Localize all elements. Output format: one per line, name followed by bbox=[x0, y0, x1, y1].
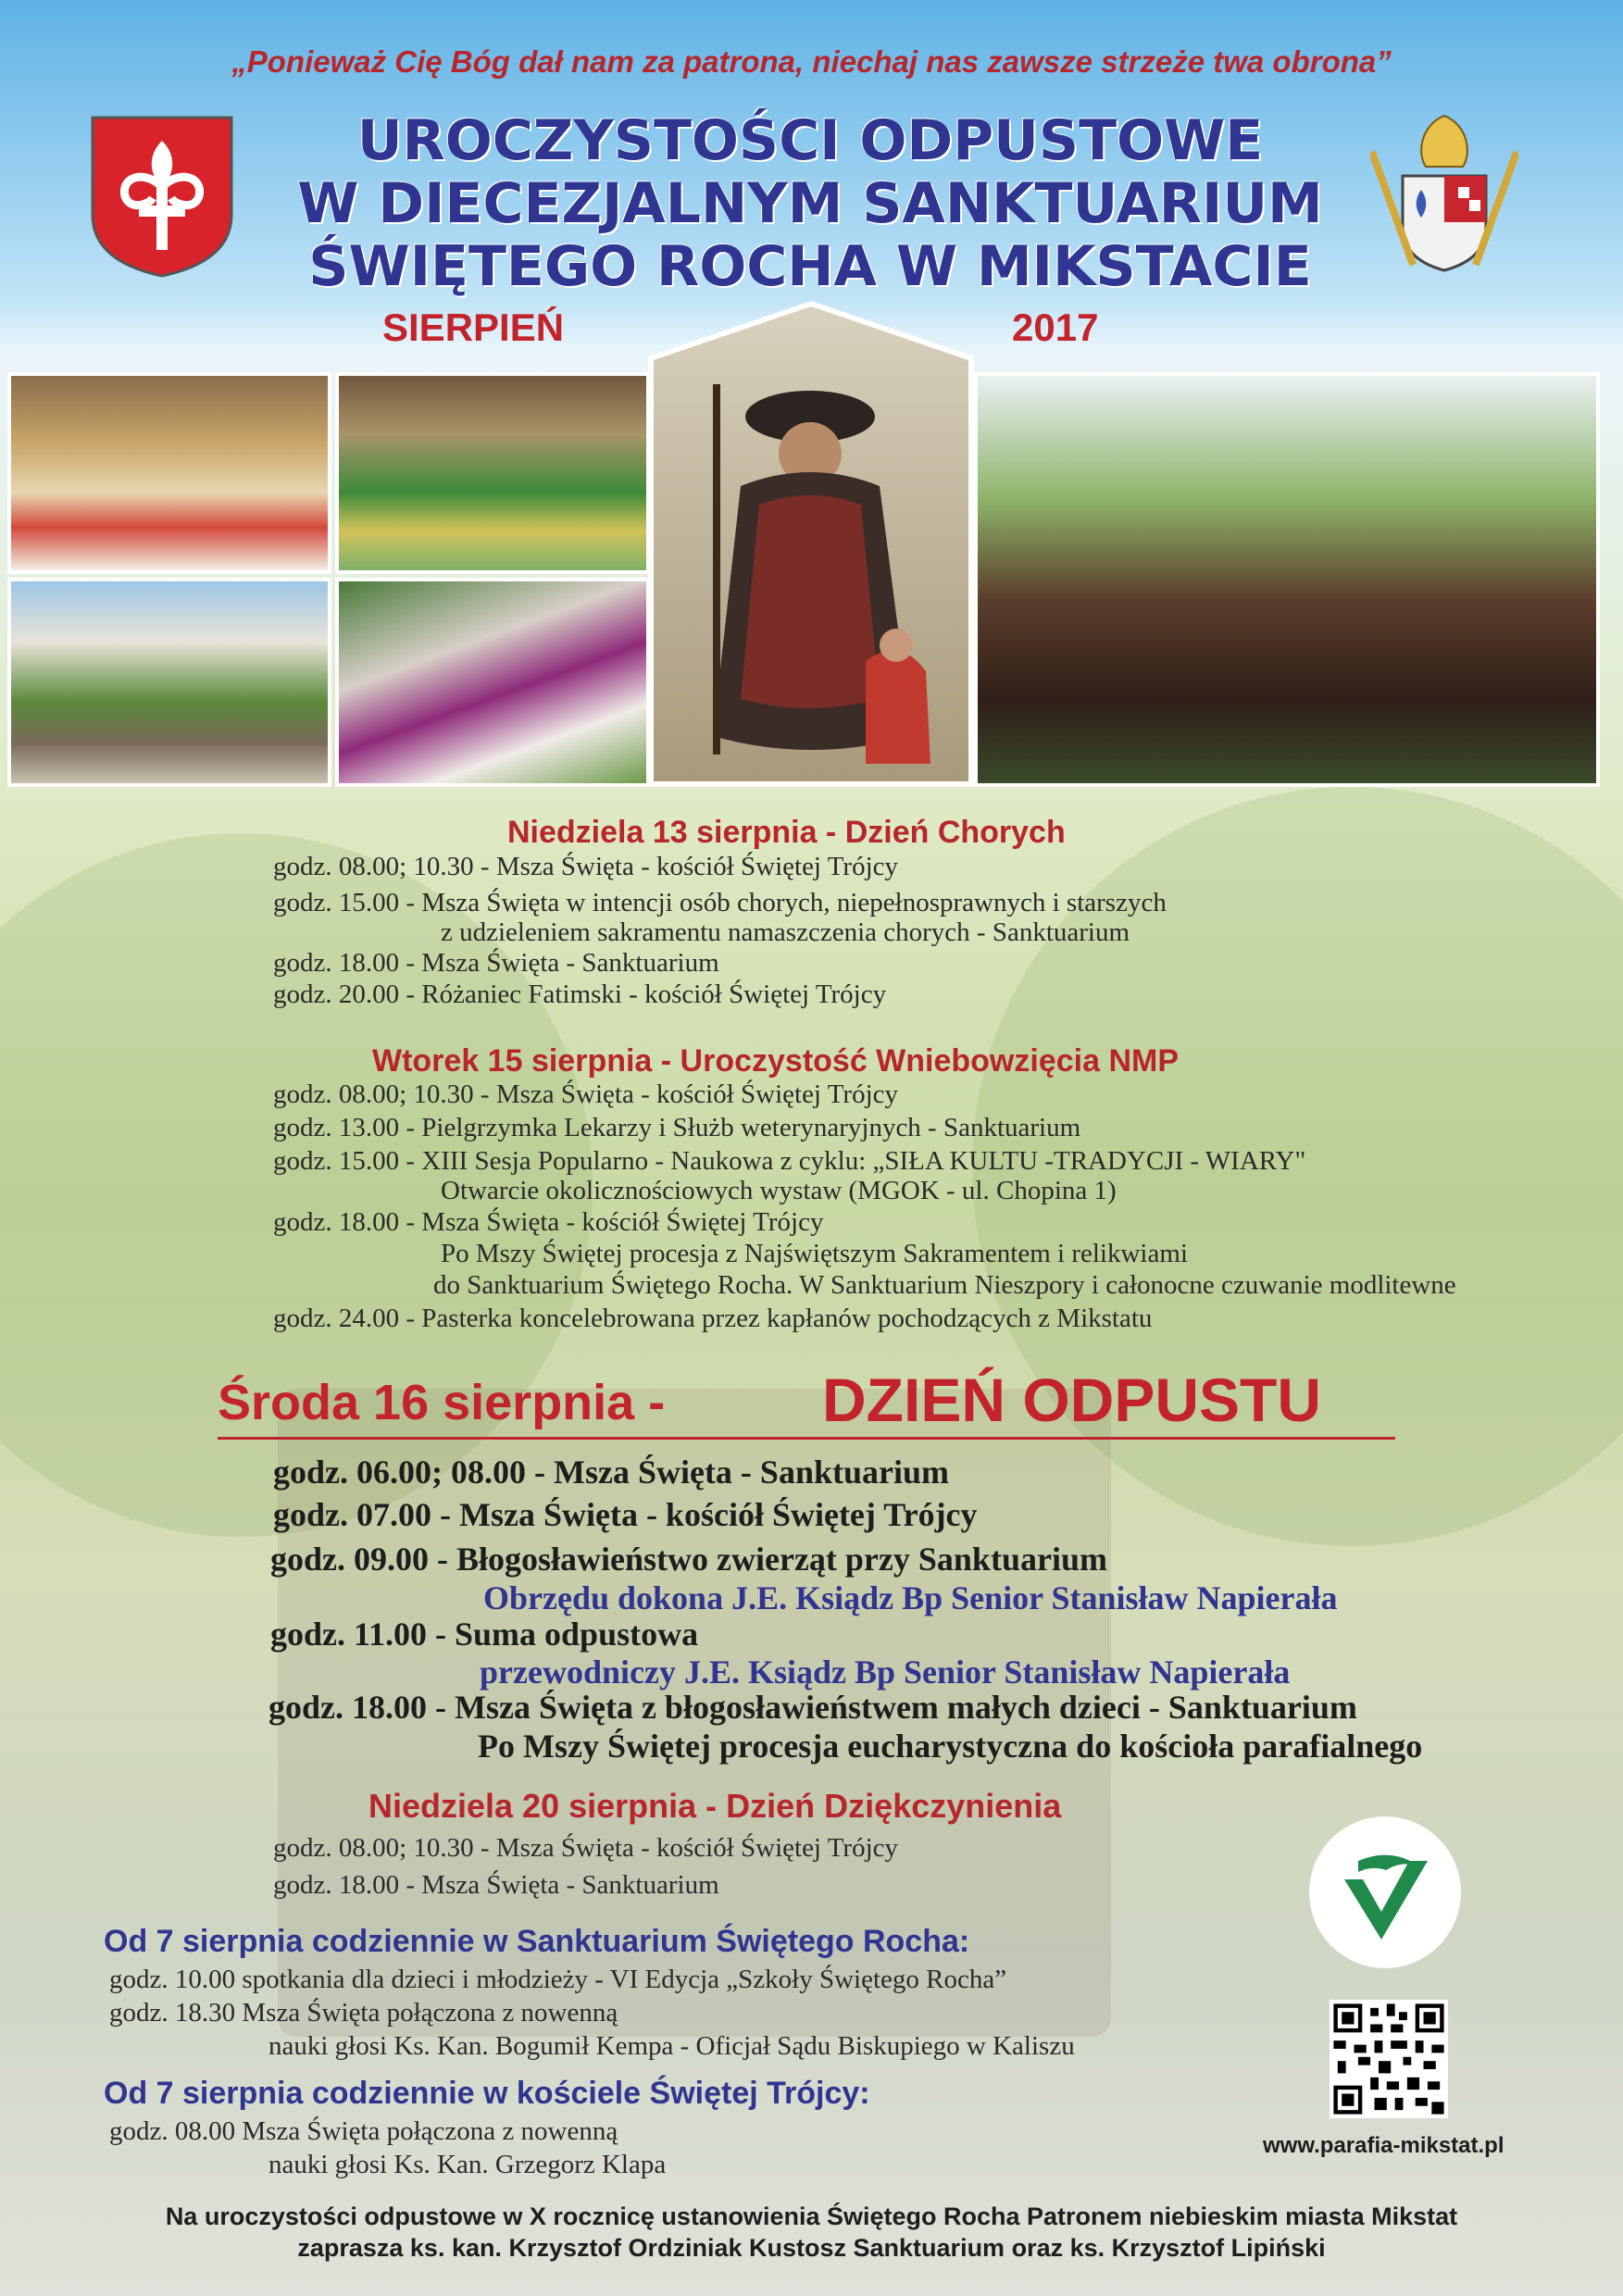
daily-trinity-line-2: nauki głosi Ks. Kan. Grzegorz Klapa bbox=[268, 2150, 667, 2179]
qr-code-icon bbox=[1330, 2000, 1448, 2118]
footer-line-2: zaprasza ks. kan. Krzysztof Ordziniak Kustosz Sanktuarium oraz ks. Krzysztof Lipiński bbox=[297, 2234, 1326, 2262]
title-line-3: ŚWIĘTEGO ROCHA W MIKSTACIE bbox=[308, 234, 1312, 299]
daily-trinity-heading: Od 7 sierpnia codziennie w kościele Świętej Trójcy: bbox=[104, 2076, 870, 2111]
tuesday15-line-5: godz. 18.00 - Msza Święta - kościół Świętej Trójcy bbox=[273, 1207, 824, 1237]
wednesday16-line-2: godz. 07.00 - Msza Święta - kościół Świętej Trójcy bbox=[273, 1496, 978, 1533]
photo-outdoor-mass bbox=[335, 372, 650, 574]
sunday13-line-2: godz. 15.00 - Msza Święta w intencji osób chorych, niepełnosprawnych i starszych bbox=[273, 888, 1167, 917]
year-label: 2017 bbox=[1012, 306, 1099, 349]
daily-sanctuary-line-1: godz. 10.00 spotkania dla dzieci i młodzieży - VI Edycja „Szkoły Świętego Rocha” bbox=[109, 1965, 1007, 1994]
wednesday16-line-3: godz. 09.00 - Błogosławieństwo zwierząt przy Sanktuarium bbox=[270, 1541, 1107, 1578]
photo-procession-horses bbox=[7, 578, 331, 787]
town-coat-of-arms-icon bbox=[88, 113, 236, 280]
wednesday16-heading-main: DZIEŃ ODPUSTU bbox=[822, 1366, 1322, 1434]
daily-sanctuary-heading: Od 7 sierpnia codziennie w Sanktuarium Świętego Rocha: bbox=[104, 1924, 970, 1959]
tuesday15-line-2: godz. 13.00 - Pielgrzymka Lekarzy i Służb weterynaryjnych - Sanktuarium bbox=[273, 1113, 1081, 1142]
footer-line-1: Na uroczystości odpustowe w X rocznicę ustanowienia Świętego Rocha Patronem niebieskim miasta Mikstat bbox=[165, 2202, 1458, 2230]
tuesday15-heading: Wtorek 15 sierpnia - Uroczystość Wniebowzięcia NMP bbox=[372, 1043, 1180, 1079]
daily-sanctuary-line-3: nauki głosi Ks. Kan. Bogumił Kempa - Oficjał Sądu Biskupiego w Kaliszu bbox=[268, 2031, 1075, 2061]
wednesday16-line-6: przewodniczy J.E. Ksiądz Bp Senior Stanisław Napierała bbox=[480, 1653, 1291, 1691]
sunday13-heading: Niedziela 13 sierpnia - Dzień Chorych bbox=[507, 815, 1066, 850]
title-line-2: W DIECEZJALNYM SANKTUARIUM bbox=[297, 171, 1323, 236]
daily-sanctuary-line-2: godz. 18.30 Msza Święta połączona z nowenną bbox=[109, 1998, 618, 2028]
month-label: SIERPIEŃ bbox=[382, 306, 565, 349]
daily-trinity-line-1: godz. 08.00 Msza Święta połączona z nowenną bbox=[109, 2116, 618, 2146]
veterinary-logo-icon bbox=[1307, 1815, 1463, 1970]
tuesday15-line-7: do Sanktuarium Świętego Rocha. W Sanktuarium Nieszpory i całonocne czuwanie modlitewne bbox=[433, 1270, 1456, 1300]
tuesday15-line-6: Po Mszy Świętej procesja z Najświętszym Sakramentem i relikwiami bbox=[441, 1239, 1188, 1268]
wednesday16-line-4: Obrzędu dokona J.E. Ksiądz Bp Senior Stanisław Napierała bbox=[483, 1579, 1338, 1616]
sunday13-line-3: z udzieleniem sakramentu namaszczenia chorych - Sanktuarium bbox=[441, 917, 1130, 947]
sunday13-line-5: godz. 20.00 - Różaniec Fatimski - kościół Świętej Trójcy bbox=[273, 980, 887, 1009]
tuesday15-line-1: godz. 08.00; 10.30 - Msza Święta - kościół Świętej Trójcy bbox=[273, 1079, 899, 1109]
sunday13-line-4: godz. 18.00 - Msza Święta - Sanktuarium bbox=[273, 948, 719, 978]
website-link[interactable]: www.parafia-mikstat.pl bbox=[1263, 2133, 1504, 2158]
wednesday16-line-5: godz. 11.00 - Suma odpustowa bbox=[270, 1616, 699, 1653]
wednesday16-line-7: godz. 18.00 - Msza Święta z błogosławieństwem małych dzieci - Sanktuarium bbox=[268, 1689, 1357, 1726]
sunday20-line-1: godz. 08.00; 10.30 - Msza Święta - kościół Świętej Trójcy bbox=[273, 1833, 899, 1863]
sunday20-line-2: godz. 18.00 - Msza Święta - Sanktuarium bbox=[273, 1870, 719, 1900]
photo-bishop-blessing bbox=[335, 578, 650, 787]
photo-mass-altar bbox=[7, 372, 331, 574]
motto: „Ponieważ Cię Bóg dał nam za patrona, niechaj nas zawsze strzeże twa obrona” bbox=[231, 44, 1392, 79]
wednesday16-heading-day: Środa 16 sierpnia - bbox=[218, 1375, 666, 1430]
title-line-1: UROCZYSTOŚCI ODPUSTOWE bbox=[356, 108, 1264, 173]
wednesday16-underline bbox=[218, 1437, 1395, 1440]
diocese-coat-of-arms-icon bbox=[1370, 111, 1518, 278]
photo-wooden-church bbox=[974, 372, 1600, 787]
tuesday15-line-3: godz. 15.00 - XIII Sesja Popularno - Naukowa z cyklu: „SIŁA KULTU -TRADYCJI - WIARY" bbox=[273, 1146, 1306, 1176]
wednesday16-line-1: godz. 06.00; 08.00 - Msza Święta - Sanktuarium bbox=[273, 1454, 949, 1491]
wednesday16-line-8: Po Mszy Świętej procesja eucharystyczna do kościoła parafialnego bbox=[478, 1728, 1423, 1765]
sunday20-heading: Niedziela 20 sierpnia - Dzień Dziękczynienia bbox=[368, 1787, 1062, 1825]
tuesday15-line-8: godz. 24.00 - Pasterka koncelebrowana przez kapłanów pochodzących z Mikstatu bbox=[273, 1304, 1153, 1333]
tuesday15-line-4: Otwarcie okolicznościowych wystaw (MGOK - ul. Chopina 1) bbox=[441, 1176, 1117, 1205]
saint-roch-painting bbox=[648, 301, 974, 787]
sunday13-line-1: godz. 08.00; 10.30 - Msza Święta - kościół Świętej Trójcy bbox=[273, 852, 899, 881]
